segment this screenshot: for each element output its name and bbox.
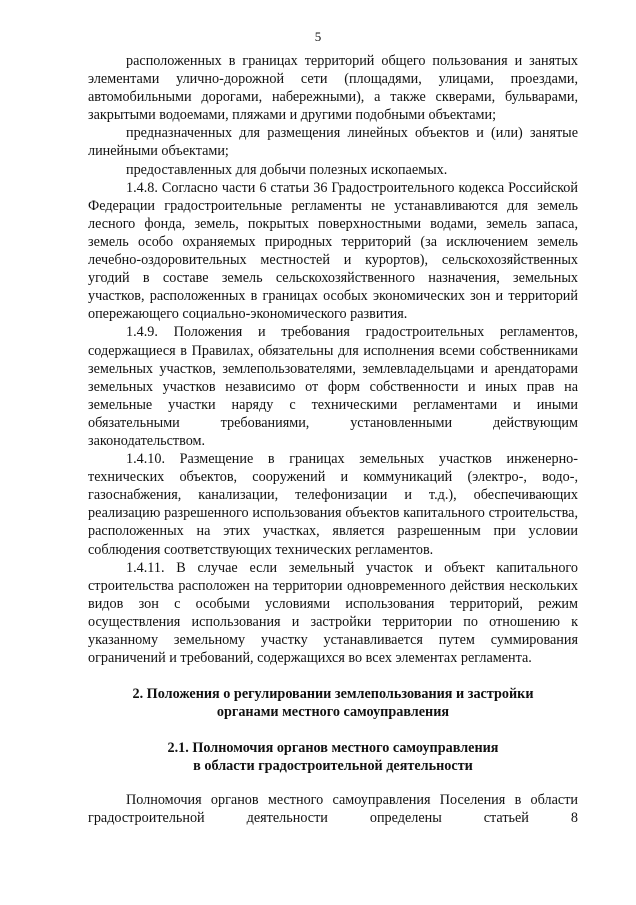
- paragraph-1-4-9: 1.4.9. Положения и требования градостроительных регламентов, содержащиеся в Правилах, обязательны для исполнения всеми собственниками земельных участков, землепользователями, землевладельцами и арендаторами земельных участков независимо от форм собственности и иных прав на земельные участки наряду с техническими регламентами и иными обязательными требованиями, установленными действующим законодательством.: [88, 324, 578, 449]
- paragraph-linear-objects: предназначенных для размещения линейных объектов и (или) занятые линейными объектами;: [88, 125, 578, 160]
- paragraph-authority: Полномочия органов местного самоуправления Поселения в области градостроительной деятельности определены статьей 8: [88, 792, 578, 827]
- section-heading: [88, 685, 578, 721]
- paragraph-public-territories: расположенных в границах территорий общего пользования и занятых элементами улично-дорожной сети (площадями, улицами, проездами, автомобильными дорогами, набережными), а также скверами, бульварами, закрытыми водоемами, пляжами и другими подобными объектами;: [88, 53, 578, 124]
- paragraph-1-4-11: 1.4.11. В случае если земельный участок и объект капитального строительства расположен на территории одновременного действия нескольких видов зон с особыми условиями использования территорий, режим осуществления использования и застройки территории по отношению к указанному земельному участку устанавливается путем суммирования ограничений и требований, содержащихся во всех элементах регламента.: [88, 559, 578, 667]
- page-number: 5: [314, 29, 322, 44]
- paragraph-1-4-10: 1.4.10. Размещение в границах земельных участков инженерно-технических объектов, сооружений и коммуникаций (электро-, водо-, газоснабжения, канализации, телефонизации и т.д.), обеспечивающих реализацию разрешенного использования объектов капитального строительства, расположенных на этих участках, является разрешенным при условии соблюдения соответствующих технических регламентов.: [88, 451, 578, 558]
- document-body: [88, 52, 578, 827]
- subsection-heading-line1: 2.1. Полномочия органов местного самоуправления: [167, 740, 499, 757]
- section-heading-line2: органами местного самоуправления: [216, 704, 450, 721]
- subsection-heading-line2: в области градостроительной деятельности: [193, 758, 473, 775]
- paragraph-mineral-extraction: предоставленных для добычи полезных ископаемых.: [126, 161, 448, 178]
- section-heading-line1: 2. Положения о регулировании землепользования и застройки: [132, 686, 534, 703]
- paragraph-1-4-8: 1.4.8. Согласно части 6 статьи 36 Градостроительного кодекса Российской Федерации градостроительные регламенты не устанавливаются для земель лесного фонда, земель, покрытых поверхностными водами, земель запаса, земель особо охраняемых природных территорий (за исключением земель лечебно-оздоровительных местностей и курортов), сельскохозяйственных угодий в составе земель сельскохозяйственного назначения, земельных участков, расположенных в границах особых экономических зон и территорий опережающего социально-экономического развития.: [88, 179, 578, 323]
- subsection-heading: [88, 739, 578, 775]
